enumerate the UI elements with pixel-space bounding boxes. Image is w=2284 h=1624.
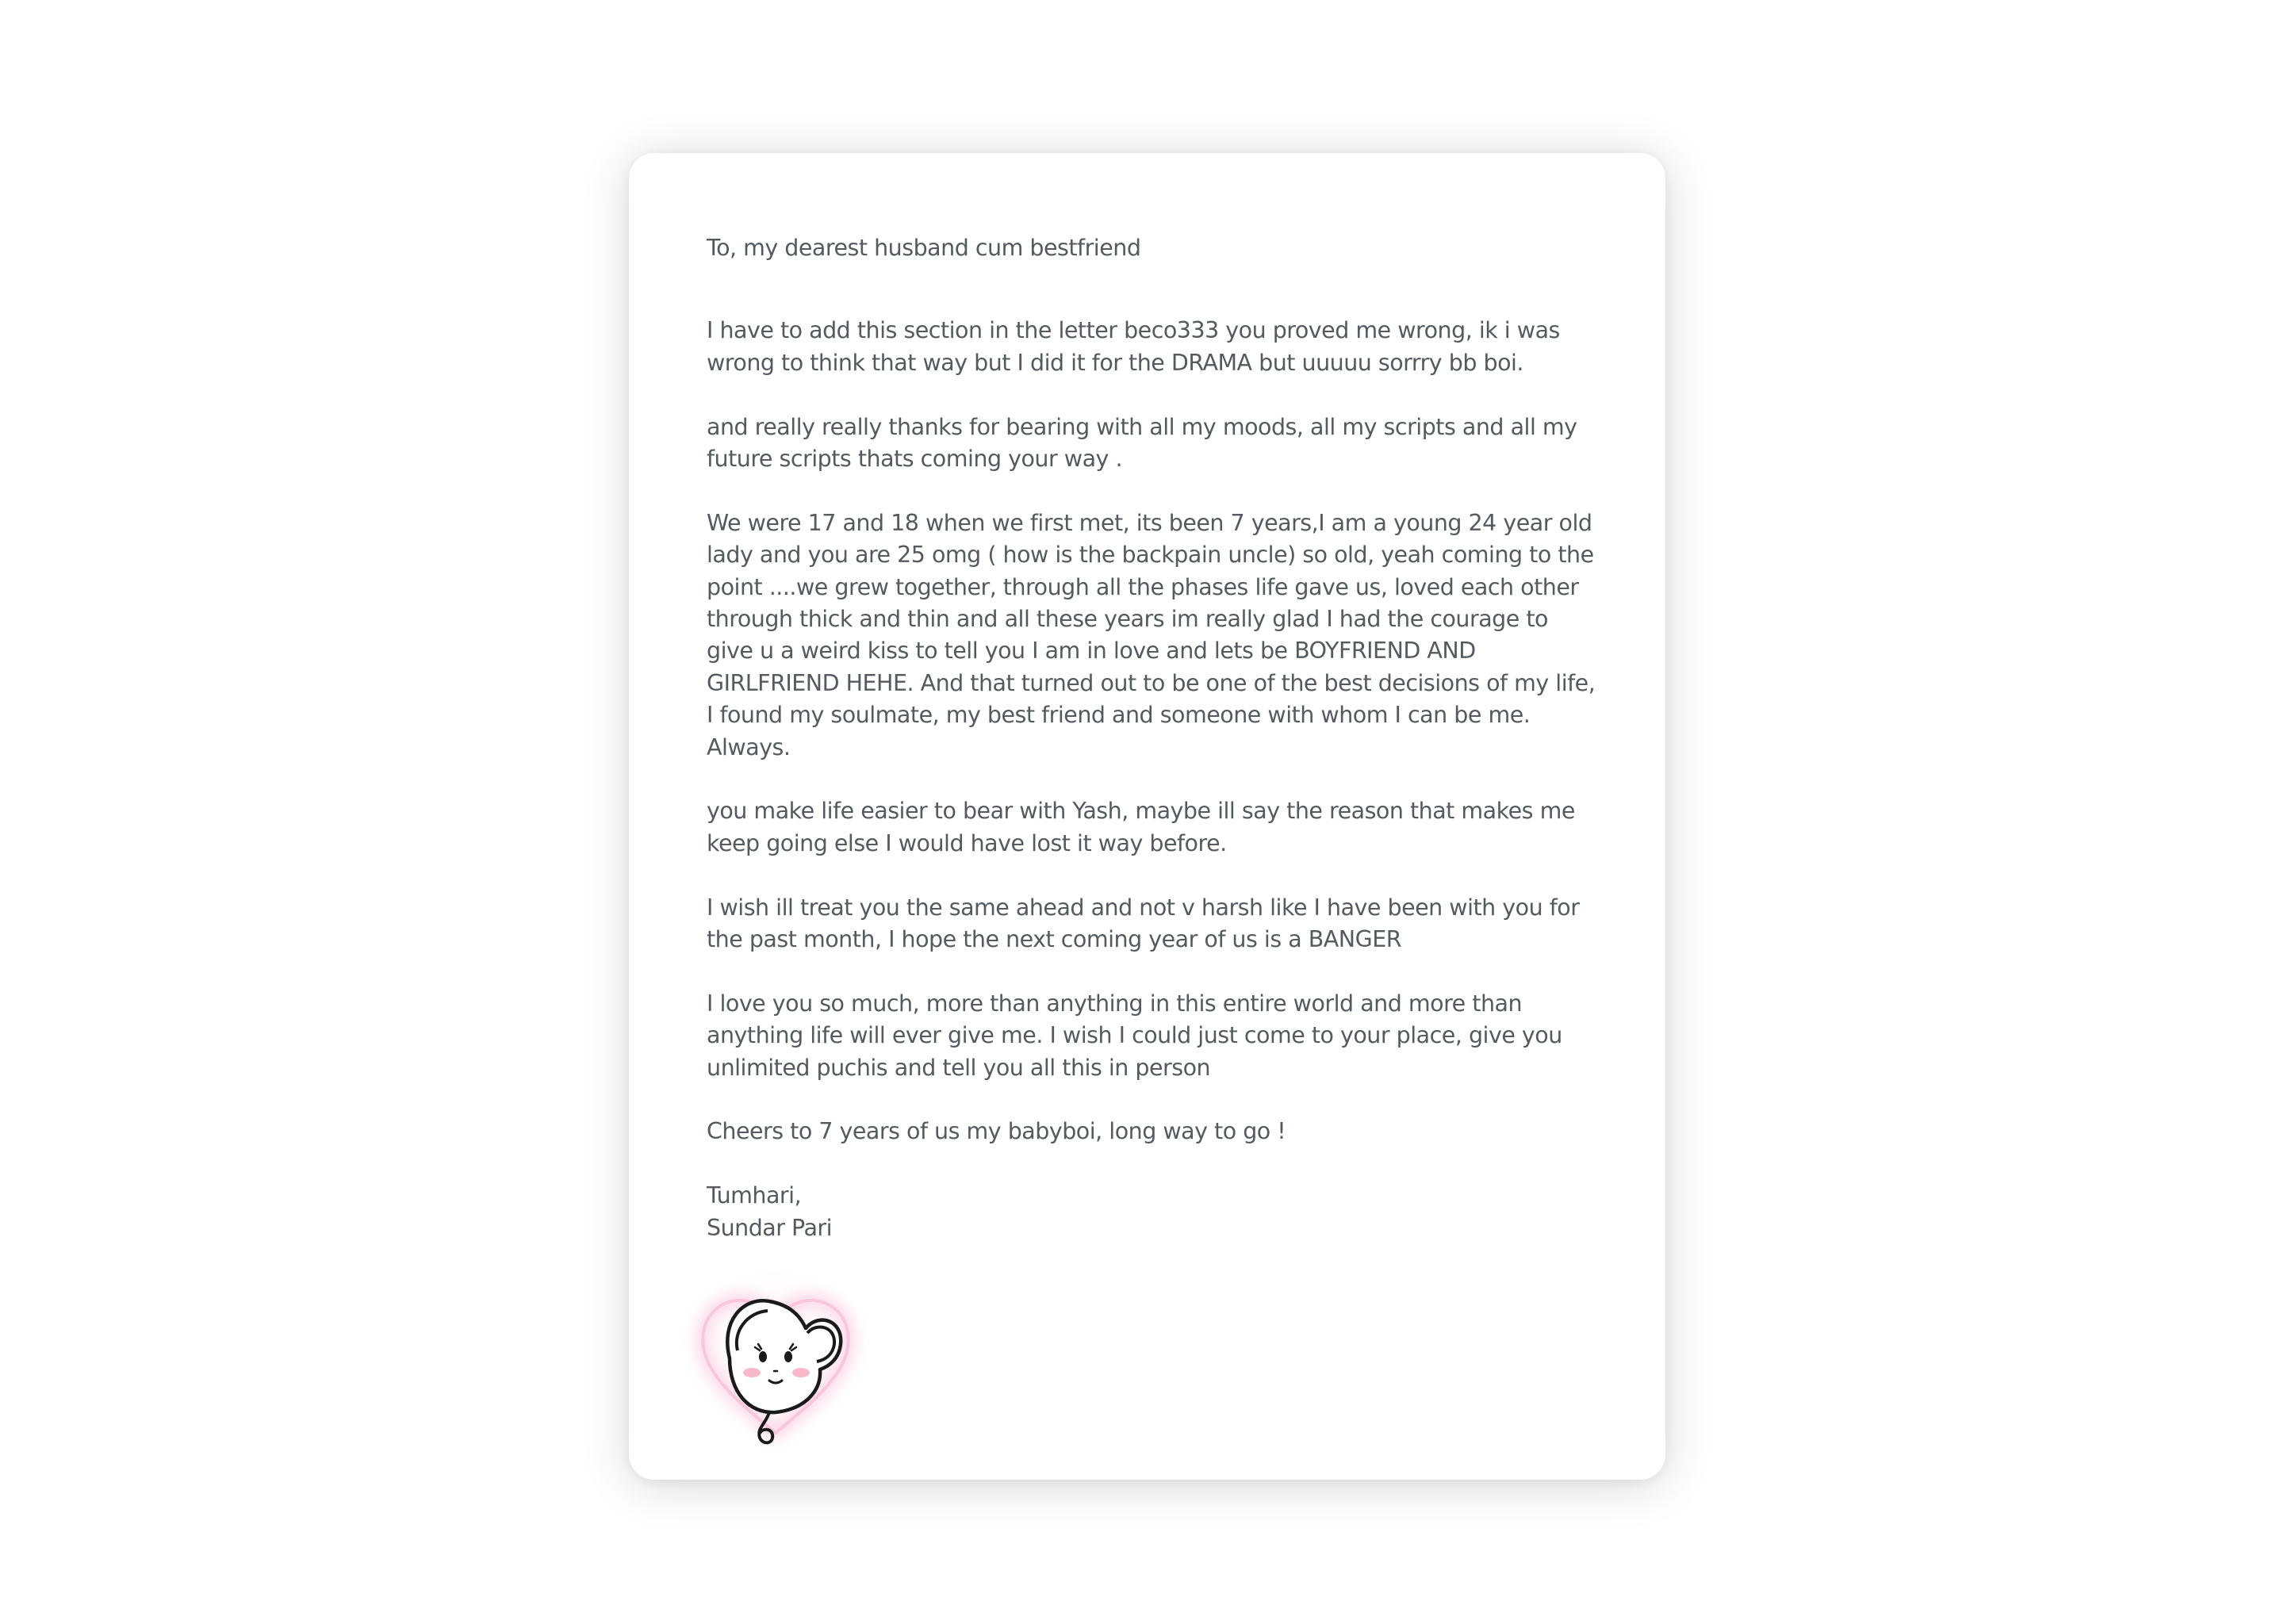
closing-salutation: Tumhari, [707,1182,802,1209]
letter-greeting: To, my dearest husband cum bestfriend [707,235,1141,261]
letter-card [629,153,1665,1480]
letter-body [707,232,1627,1244]
letter-closing [707,1180,1627,1244]
letter-paragraph: I love you so much, more than anything in this entire world and more than anything life will ever give me. I wish I could just come to your place, give you unlimited puchis and tell you all this in person [707,990,1562,1081]
letter-paragraph: We were 17 and 18 when we first met, its been 7 years,I am a young 24 year old lady and you are 25 omg ( how is the backpain uncle) so old, yeah coming to the point ....we grew together, through all the phases life gave us, loved each other through thick and thin and all these years im really glad I had the courage to give u a weird kiss to tell you I am in love and lets be BOYFRIEND AND GIRLFRIEND HEHE. And that turned out to be one of the best decisions of my life, I found my soulmate, my best friend and someone with whom I can be me. Always. [707,509,1596,760]
letter-paragraph: you make life easier to bear with Yash, maybe ill say the reason that makes me keep going else I would have lost it way before. [707,798,1575,856]
letter-paragraph: I have to add this section in the letter beco333 you proved me wrong, ik i was wrong to think that way but I did it for the DRAMA but uuuuu sorrry bb boi. [707,317,1560,376]
letter-paragraph: and really really thanks for bearing with all my moods, all my scripts and all my future scripts thats coming your way . [707,413,1577,473]
closing-signature-name: Sundar Pari [707,1214,833,1241]
heart-doodle-character-icon [680,1265,871,1455]
letter-paragraph: Cheers to 7 years of us my babyboi, long way to go ! [707,1118,1286,1145]
letter-paragraph: I wish ill treat you the same ahead and not v harsh like I have been with you for the past month, I hope the next coming year of us is a BANGER [707,894,1580,953]
